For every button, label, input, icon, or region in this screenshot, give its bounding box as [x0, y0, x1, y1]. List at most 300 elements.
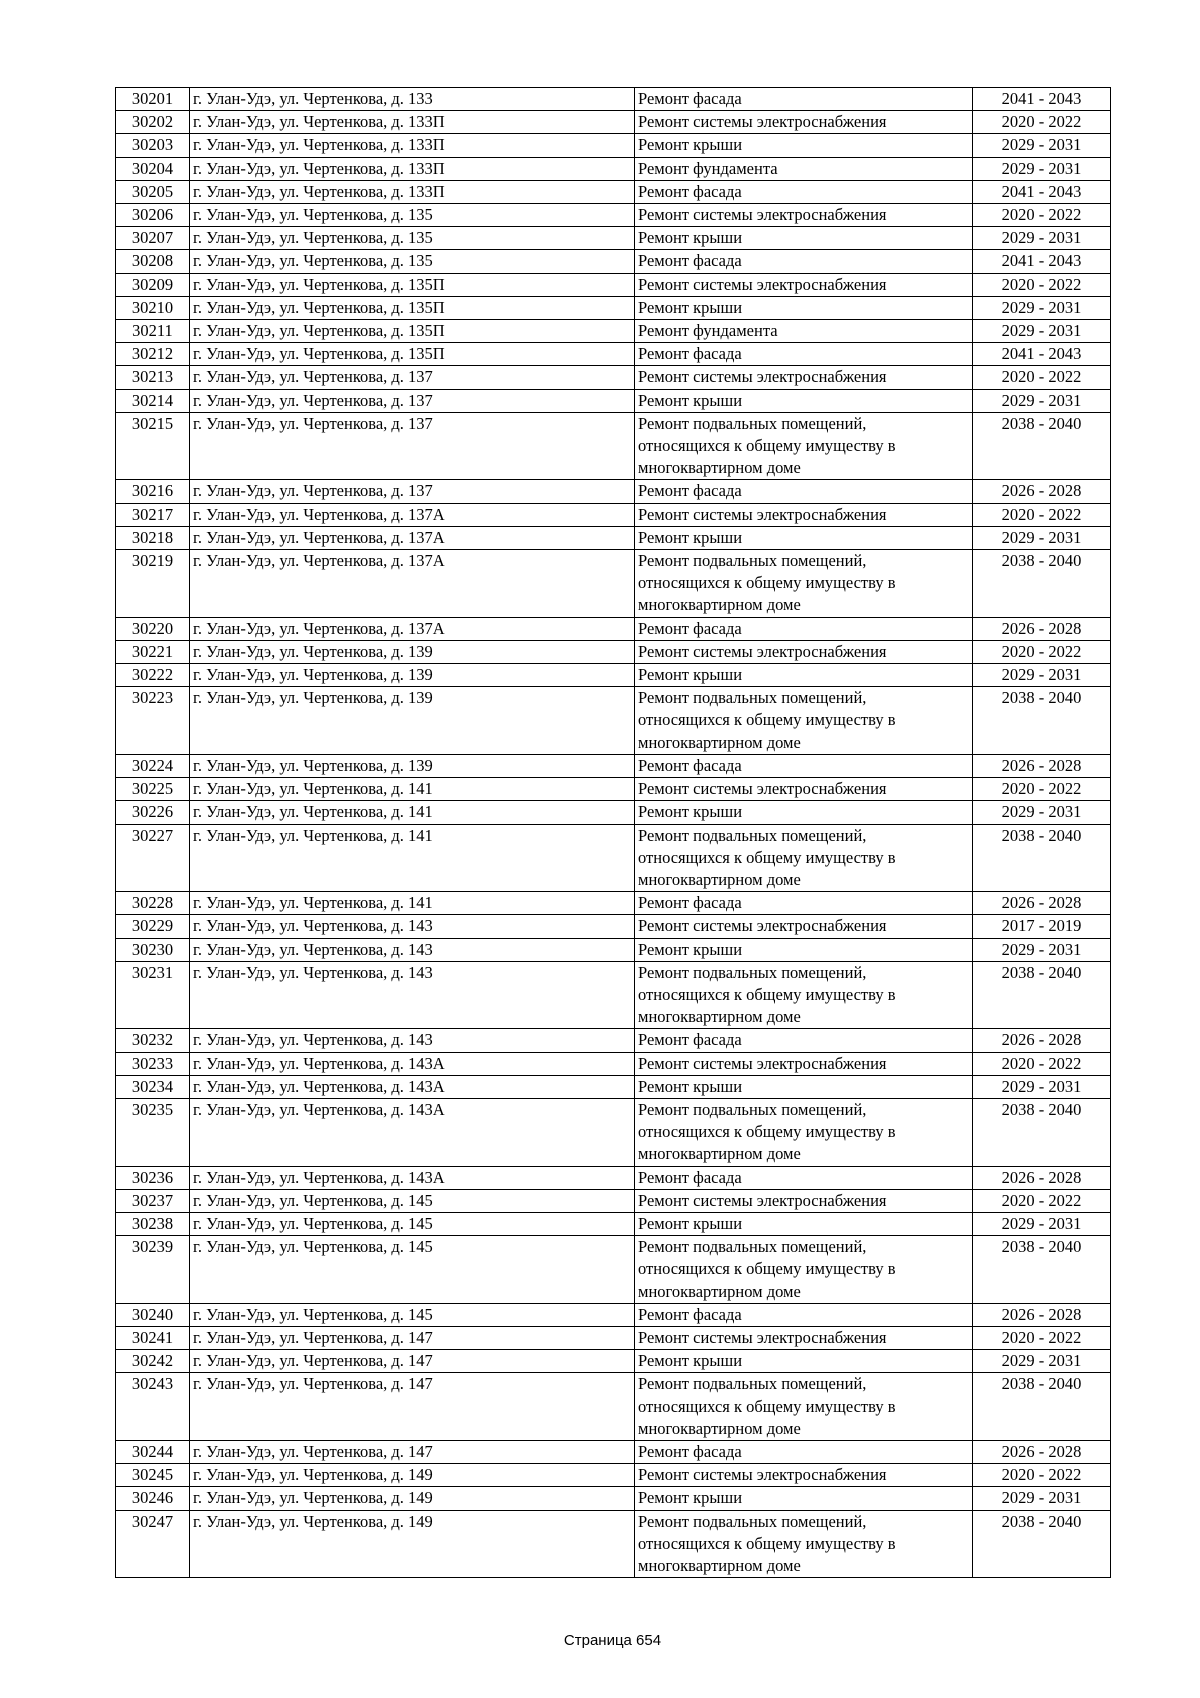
period-cell: 2020 - 2022 — [973, 1189, 1111, 1212]
address-cell: г. Улан-Удэ, ул. Чертенкова, д. 139 — [190, 687, 635, 755]
address-cell: г. Улан-Удэ, ул. Чертенкова, д. 133П — [190, 134, 635, 157]
work-type-cell — [635, 754, 973, 777]
address-cell: г. Улан-Удэ, ул. Чертенкова, д. 147 — [190, 1326, 635, 1349]
address-cell: г. Улан-Удэ, ул. Чертенкова, д. 149 — [190, 1464, 635, 1487]
work-type-line: Ремонт фасада — [638, 893, 742, 913]
period-cell: 2041 - 2043 — [973, 88, 1111, 111]
work-type-line: Ремонт системы электроснабжения — [638, 274, 887, 294]
work-type-line: Ремонт крыши — [638, 527, 743, 547]
table-row — [116, 892, 1111, 915]
period-cell: 2029 - 2031 — [973, 938, 1111, 961]
table-row — [116, 617, 1111, 640]
row-number-cell: 30228 — [116, 892, 190, 915]
table-row — [116, 526, 1111, 549]
address-cell: г. Улан-Удэ, ул. Чертенкова, д. 145 — [190, 1303, 635, 1326]
address-cell: г. Улан-Удэ, ул. Чертенкова, д. 139 — [190, 664, 635, 687]
period-cell: 2029 - 2031 — [973, 1075, 1111, 1098]
work-type-cell — [635, 778, 973, 801]
work-type-line: Ремонт системы электроснабжения — [638, 504, 887, 524]
row-number-cell: 30221 — [116, 640, 190, 663]
row-number-cell: 30208 — [116, 250, 190, 273]
table-row — [116, 915, 1111, 938]
table-row — [116, 1212, 1111, 1235]
work-type-line: Ремонт крыши — [638, 802, 743, 822]
work-type-line: относящихся к общему имуществу в — [638, 847, 896, 867]
work-type-line: Ремонт подвальных помещений, — [638, 1374, 867, 1394]
period-cell: 2038 - 2040 — [973, 824, 1111, 892]
work-type-cell — [635, 111, 973, 134]
row-number-cell: 30204 — [116, 157, 190, 180]
table-row — [116, 296, 1111, 319]
work-type-line: Ремонт крыши — [638, 1488, 743, 1508]
work-type-cell — [635, 1326, 973, 1349]
table-row — [116, 1487, 1111, 1510]
address-cell: г. Улан-Удэ, ул. Чертенкова, д. 137А — [190, 503, 635, 526]
work-type-line: Ремонт крыши — [638, 665, 743, 685]
work-type-line: многоквартирном доме — [638, 732, 801, 752]
work-type-line: относящихся к общему имуществу в — [638, 1122, 896, 1142]
address-cell: г. Улан-Удэ, ул. Чертенкова, д. 143 — [190, 915, 635, 938]
work-type-line: Ремонт подвальных помещений, — [638, 962, 867, 982]
row-number-cell: 30244 — [116, 1440, 190, 1463]
address-cell: г. Улан-Удэ, ул. Чертенкова, д. 143 — [190, 961, 635, 1029]
work-type-cell — [635, 824, 973, 892]
work-type-cell — [635, 273, 973, 296]
work-type-line: относящихся к общему имуществу в — [638, 984, 896, 1004]
table-row — [116, 664, 1111, 687]
period-cell: 2038 - 2040 — [973, 1236, 1111, 1304]
table-body — [116, 88, 1111, 1578]
period-cell: 2029 - 2031 — [973, 1212, 1111, 1235]
period-cell: 2038 - 2040 — [973, 1373, 1111, 1441]
period-cell: 2029 - 2031 — [973, 664, 1111, 687]
work-type-line: Ремонт системы электроснабжения — [638, 205, 887, 225]
address-cell: г. Улан-Удэ, ул. Чертенкова, д. 137 — [190, 366, 635, 389]
row-number-cell: 30212 — [116, 343, 190, 366]
row-number-cell: 30232 — [116, 1029, 190, 1052]
table-row — [116, 1303, 1111, 1326]
row-number-cell: 30219 — [116, 550, 190, 618]
period-cell: 2029 - 2031 — [973, 1350, 1111, 1373]
work-type-line: Ремонт крыши — [638, 939, 743, 959]
work-type-cell — [635, 503, 973, 526]
period-cell: 2038 - 2040 — [973, 1098, 1111, 1166]
work-type-cell — [635, 88, 973, 111]
address-cell: г. Улан-Удэ, ул. Чертенкова, д. 135П — [190, 320, 635, 343]
address-cell: г. Улан-Удэ, ул. Чертенкова, д. 143 — [190, 1029, 635, 1052]
row-number-cell: 30227 — [116, 824, 190, 892]
work-type-line: Ремонт системы электроснабжения — [638, 1327, 887, 1347]
work-type-line: Ремонт фасада — [638, 344, 742, 364]
work-type-cell — [635, 1440, 973, 1463]
work-type-line: Ремонт подвальных помещений, — [638, 1099, 867, 1119]
table-row — [116, 111, 1111, 134]
table-row — [116, 1029, 1111, 1052]
table-row — [116, 1236, 1111, 1304]
row-number-cell: 30218 — [116, 526, 190, 549]
address-cell: г. Улан-Удэ, ул. Чертенкова, д. 135П — [190, 273, 635, 296]
row-number-cell: 30245 — [116, 1464, 190, 1487]
work-type-line: Ремонт фасада — [638, 251, 742, 271]
table-row — [116, 343, 1111, 366]
row-number-cell: 30202 — [116, 111, 190, 134]
period-cell: 2026 - 2028 — [973, 480, 1111, 503]
row-number-cell: 30213 — [116, 366, 190, 389]
work-type-line: относящихся к общему имуществу в — [638, 573, 896, 593]
work-type-line: относящихся к общему имуществу в — [638, 436, 896, 456]
work-type-cell — [635, 1303, 973, 1326]
table-row — [116, 1510, 1111, 1578]
table-row — [116, 801, 1111, 824]
work-type-line: Ремонт системы электроснабжения — [638, 1053, 887, 1073]
address-cell: г. Улан-Удэ, ул. Чертенкова, д. 139 — [190, 640, 635, 663]
work-type-line: многоквартирном доме — [638, 595, 801, 615]
period-cell: 2038 - 2040 — [973, 687, 1111, 755]
period-cell: 2020 - 2022 — [973, 204, 1111, 227]
row-number-cell: 30215 — [116, 412, 190, 480]
row-number-cell: 30239 — [116, 1236, 190, 1304]
work-type-line: Ремонт системы электроснабжения — [638, 641, 887, 661]
table-row — [116, 1098, 1111, 1166]
row-number-cell: 30222 — [116, 664, 190, 687]
table-row — [116, 250, 1111, 273]
table-row — [116, 754, 1111, 777]
address-cell: г. Улан-Удэ, ул. Чертенкова, д. 133П — [190, 180, 635, 203]
table-row — [116, 1350, 1111, 1373]
table-row — [116, 938, 1111, 961]
table-row — [116, 640, 1111, 663]
row-number-cell: 30233 — [116, 1052, 190, 1075]
table-row — [116, 1373, 1111, 1441]
table-row — [116, 320, 1111, 343]
address-cell: г. Улан-Удэ, ул. Чертенкова, д. 145 — [190, 1189, 635, 1212]
table-row — [116, 134, 1111, 157]
work-type-cell — [635, 1166, 973, 1189]
row-number-cell: 30217 — [116, 503, 190, 526]
work-type-cell — [635, 938, 973, 961]
work-type-cell — [635, 412, 973, 480]
address-cell: г. Улан-Удэ, ул. Чертенкова, д. 149 — [190, 1487, 635, 1510]
row-number-cell: 30214 — [116, 389, 190, 412]
table-row — [116, 778, 1111, 801]
address-cell: г. Улан-Удэ, ул. Чертенкова, д. 139 — [190, 754, 635, 777]
table-row — [116, 88, 1111, 111]
work-type-cell — [635, 366, 973, 389]
table-row — [116, 227, 1111, 250]
period-cell: 2020 - 2022 — [973, 1052, 1111, 1075]
work-type-cell — [635, 892, 973, 915]
row-number-cell: 30209 — [116, 273, 190, 296]
work-type-line: Ремонт системы электроснабжения — [638, 367, 887, 387]
address-cell: г. Улан-Удэ, ул. Чертенкова, д. 135П — [190, 296, 635, 319]
table-row — [116, 687, 1111, 755]
work-type-line: Ремонт подвальных помещений, — [638, 551, 867, 571]
row-number-cell: 30242 — [116, 1350, 190, 1373]
period-cell: 2026 - 2028 — [973, 1440, 1111, 1463]
work-type-line: Ремонт фундамента — [638, 158, 778, 178]
work-type-line: Ремонт подвальных помещений, — [638, 1511, 867, 1531]
work-type-line: Ремонт крыши — [638, 1213, 743, 1233]
period-cell: 2020 - 2022 — [973, 111, 1111, 134]
table-row — [116, 204, 1111, 227]
period-cell: 2029 - 2031 — [973, 296, 1111, 319]
work-type-cell — [635, 640, 973, 663]
period-cell: 2020 - 2022 — [973, 1326, 1111, 1349]
period-cell: 2029 - 2031 — [973, 320, 1111, 343]
work-type-line: многоквартирном доме — [638, 458, 801, 478]
address-cell: г. Улан-Удэ, ул. Чертенкова, д. 143 — [190, 938, 635, 961]
work-type-line: многоквартирном доме — [638, 1556, 801, 1575]
work-type-cell — [635, 204, 973, 227]
row-number-cell: 30205 — [116, 180, 190, 203]
table-row — [116, 1326, 1111, 1349]
work-type-line: Ремонт фасада — [638, 1304, 742, 1324]
work-type-line: Ремонт фасада — [638, 1030, 742, 1050]
table-row — [116, 389, 1111, 412]
period-cell: 2029 - 2031 — [973, 227, 1111, 250]
address-cell: г. Улан-Удэ, ул. Чертенкова, д. 145 — [190, 1212, 635, 1235]
period-cell: 2026 - 2028 — [973, 1029, 1111, 1052]
row-number-cell: 30231 — [116, 961, 190, 1029]
period-cell: 2029 - 2031 — [973, 1487, 1111, 1510]
work-type-cell — [635, 227, 973, 250]
address-cell: г. Улан-Удэ, ул. Чертенкова, д. 137А — [190, 617, 635, 640]
table-row — [116, 180, 1111, 203]
row-number-cell: 30230 — [116, 938, 190, 961]
work-type-cell — [635, 526, 973, 549]
address-cell: г. Улан-Удэ, ул. Чертенкова, д. 147 — [190, 1440, 635, 1463]
address-cell: г. Улан-Удэ, ул. Чертенкова, д. 143А — [190, 1098, 635, 1166]
table-row — [116, 1189, 1111, 1212]
work-type-line: Ремонт системы электроснабжения — [638, 1190, 887, 1210]
row-number-cell: 30216 — [116, 480, 190, 503]
work-type-line: Ремонт крыши — [638, 228, 743, 248]
period-cell: 2029 - 2031 — [973, 134, 1111, 157]
work-type-line: Ремонт крыши — [638, 297, 743, 317]
work-type-cell — [635, 389, 973, 412]
period-cell: 2026 - 2028 — [973, 1166, 1111, 1189]
row-number-cell: 30225 — [116, 778, 190, 801]
address-cell: г. Улан-Удэ, ул. Чертенкова, д. 141 — [190, 778, 635, 801]
address-cell: г. Улан-Удэ, ул. Чертенкова, д. 135П — [190, 343, 635, 366]
table-row — [116, 273, 1111, 296]
address-cell: г. Улан-Удэ, ул. Чертенкова, д. 135 — [190, 227, 635, 250]
work-type-cell — [635, 1373, 973, 1441]
work-type-line: Ремонт подвальных помещений, — [638, 413, 867, 433]
address-cell: г. Улан-Удэ, ул. Чертенкова, д. 137А — [190, 550, 635, 618]
row-number-cell: 30241 — [116, 1326, 190, 1349]
period-cell: 2029 - 2031 — [973, 526, 1111, 549]
row-number-cell: 30229 — [116, 915, 190, 938]
work-type-cell — [635, 1029, 973, 1052]
work-type-line: Ремонт системы электроснабжения — [638, 1465, 887, 1485]
work-type-line: многоквартирном доме — [638, 869, 801, 889]
work-type-cell — [635, 687, 973, 755]
period-cell: 2020 - 2022 — [973, 640, 1111, 663]
row-number-cell: 30203 — [116, 134, 190, 157]
work-type-line: Ремонт системы электроснабжения — [638, 916, 887, 936]
table-row — [116, 1052, 1111, 1075]
period-cell: 2026 - 2028 — [973, 617, 1111, 640]
table-row — [116, 412, 1111, 480]
address-cell: г. Улан-Удэ, ул. Чертенкова, д. 143А — [190, 1052, 635, 1075]
address-cell: г. Улан-Удэ, ул. Чертенкова, д. 133 — [190, 88, 635, 111]
address-cell: г. Улан-Удэ, ул. Чертенкова, д. 143А — [190, 1166, 635, 1189]
address-cell: г. Улан-Удэ, ул. Чертенкова, д. 137А — [190, 526, 635, 549]
period-cell: 2038 - 2040 — [973, 412, 1111, 480]
work-type-cell — [635, 1075, 973, 1098]
work-type-line: многоквартирном доме — [638, 1418, 801, 1438]
address-cell: г. Улан-Удэ, ул. Чертенкова, д. 135 — [190, 204, 635, 227]
address-cell: г. Улан-Удэ, ул. Чертенкова, д. 141 — [190, 892, 635, 915]
table-row — [116, 1464, 1111, 1487]
row-number-cell: 30240 — [116, 1303, 190, 1326]
work-type-line: относящихся к общему имуществу в — [638, 1259, 896, 1279]
work-type-line: относящихся к общему имуществу в — [638, 1396, 896, 1416]
row-number-cell: 30234 — [116, 1075, 190, 1098]
work-type-line: относящихся к общему имуществу в — [638, 1533, 896, 1553]
period-cell: 2026 - 2028 — [973, 892, 1111, 915]
period-cell: 2026 - 2028 — [973, 754, 1111, 777]
work-type-cell — [635, 296, 973, 319]
period-cell: 2017 - 2019 — [973, 915, 1111, 938]
address-cell: г. Улан-Удэ, ул. Чертенкова, д. 133П — [190, 157, 635, 180]
work-type-line: Ремонт фасада — [638, 1441, 742, 1461]
work-type-line: Ремонт фасада — [638, 755, 742, 775]
table-row — [116, 480, 1111, 503]
work-type-cell — [635, 1487, 973, 1510]
row-number-cell: 30247 — [116, 1510, 190, 1578]
table-row — [116, 1166, 1111, 1189]
row-number-cell: 30206 — [116, 204, 190, 227]
address-cell: г. Улан-Удэ, ул. Чертенкова, д. 135 — [190, 250, 635, 273]
work-type-line: Ремонт фасада — [638, 1167, 742, 1187]
period-cell: 2038 - 2040 — [973, 550, 1111, 618]
period-cell: 2041 - 2043 — [973, 180, 1111, 203]
work-type-cell — [635, 550, 973, 618]
address-cell: г. Улан-Удэ, ул. Чертенкова, д. 137 — [190, 389, 635, 412]
work-type-cell — [635, 961, 973, 1029]
work-type-cell — [635, 1350, 973, 1373]
work-type-line: Ремонт крыши — [638, 135, 743, 155]
address-cell: г. Улан-Удэ, ул. Чертенкова, д. 143А — [190, 1075, 635, 1098]
period-cell: 2020 - 2022 — [973, 366, 1111, 389]
work-type-cell — [635, 801, 973, 824]
address-cell: г. Улан-Удэ, ул. Чертенкова, д. 137 — [190, 412, 635, 480]
work-type-line: многоквартирном доме — [638, 1144, 801, 1164]
repair-schedule-table — [115, 87, 1111, 1578]
work-type-cell — [635, 1510, 973, 1578]
period-cell: 2041 - 2043 — [973, 250, 1111, 273]
work-type-line: Ремонт фасада — [638, 618, 742, 638]
row-number-cell: 30243 — [116, 1373, 190, 1441]
work-type-line: Ремонт подвальных помещений, — [638, 688, 867, 708]
period-cell: 2038 - 2040 — [973, 961, 1111, 1029]
row-number-cell: 30237 — [116, 1189, 190, 1212]
table-row — [116, 157, 1111, 180]
work-type-cell — [635, 915, 973, 938]
work-type-cell — [635, 664, 973, 687]
row-number-cell: 30238 — [116, 1212, 190, 1235]
table-row — [116, 1075, 1111, 1098]
address-cell: г. Улан-Удэ, ул. Чертенкова, д. 137 — [190, 480, 635, 503]
work-type-cell — [635, 1464, 973, 1487]
work-type-cell — [635, 343, 973, 366]
work-type-cell — [635, 480, 973, 503]
row-number-cell: 30246 — [116, 1487, 190, 1510]
work-type-line: Ремонт фасада — [638, 181, 742, 201]
row-number-cell: 30224 — [116, 754, 190, 777]
table-row — [116, 503, 1111, 526]
work-type-line: Ремонт крыши — [638, 1076, 743, 1096]
work-type-line: Ремонт фундамента — [638, 321, 778, 341]
work-type-cell — [635, 320, 973, 343]
period-cell: 2029 - 2031 — [973, 157, 1111, 180]
work-type-line: Ремонт крыши — [638, 390, 743, 410]
work-type-line: Ремонт системы электроснабжения — [638, 112, 887, 132]
period-cell: 2020 - 2022 — [973, 1464, 1111, 1487]
address-cell: г. Улан-Удэ, ул. Чертенкова, д. 133П — [190, 111, 635, 134]
address-cell: г. Улан-Удэ, ул. Чертенкова, д. 147 — [190, 1350, 635, 1373]
work-type-line: Ремонт крыши — [638, 1351, 743, 1371]
work-type-cell — [635, 134, 973, 157]
address-cell: г. Улан-Удэ, ул. Чертенкова, д. 145 — [190, 1236, 635, 1304]
table-row — [116, 961, 1111, 1029]
page-number: Страница 654 — [563, 1632, 662, 1649]
work-type-cell — [635, 617, 973, 640]
work-type-line: многоквартирном доме — [638, 1007, 801, 1027]
row-number-cell: 30235 — [116, 1098, 190, 1166]
work-type-line: Ремонт фасада — [638, 481, 742, 501]
row-number-cell: 30226 — [116, 801, 190, 824]
row-number-cell: 30220 — [116, 617, 190, 640]
period-cell: 2020 - 2022 — [973, 503, 1111, 526]
work-type-cell — [635, 1098, 973, 1166]
work-type-line: относящихся к общему имуществу в — [638, 710, 896, 730]
address-cell: г. Улан-Удэ, ул. Чертенкова, д. 141 — [190, 801, 635, 824]
table-row — [116, 1440, 1111, 1463]
work-type-cell — [635, 157, 973, 180]
address-cell: г. Улан-Удэ, ул. Чертенкова, д. 147 — [190, 1373, 635, 1441]
address-cell: г. Улан-Удэ, ул. Чертенкова, д. 149 — [190, 1510, 635, 1578]
work-type-line: Ремонт подвальных помещений, — [638, 825, 867, 845]
table-row — [116, 824, 1111, 892]
row-number-cell: 30211 — [116, 320, 190, 343]
row-number-cell: 30236 — [116, 1166, 190, 1189]
row-number-cell: 30201 — [116, 88, 190, 111]
work-type-line: Ремонт подвальных помещений, — [638, 1237, 867, 1257]
work-type-cell — [635, 180, 973, 203]
period-cell: 2020 - 2022 — [973, 273, 1111, 296]
period-cell: 2041 - 2043 — [973, 343, 1111, 366]
period-cell: 2026 - 2028 — [973, 1303, 1111, 1326]
work-type-line: многоквартирном доме — [638, 1281, 801, 1301]
work-type-line: Ремонт системы электроснабжения — [638, 779, 887, 799]
work-type-cell — [635, 250, 973, 273]
row-number-cell: 30210 — [116, 296, 190, 319]
table-row — [116, 550, 1111, 618]
row-number-cell: 30207 — [116, 227, 190, 250]
table-row — [116, 366, 1111, 389]
address-cell: г. Улан-Удэ, ул. Чертенкова, д. 141 — [190, 824, 635, 892]
period-cell: 2038 - 2040 — [973, 1510, 1111, 1578]
row-number-cell: 30223 — [116, 687, 190, 755]
work-type-cell — [635, 1212, 973, 1235]
work-type-cell — [635, 1052, 973, 1075]
work-type-cell — [635, 1189, 973, 1212]
work-type-line: Ремонт фасада — [638, 89, 742, 108]
work-type-cell — [635, 1236, 973, 1304]
